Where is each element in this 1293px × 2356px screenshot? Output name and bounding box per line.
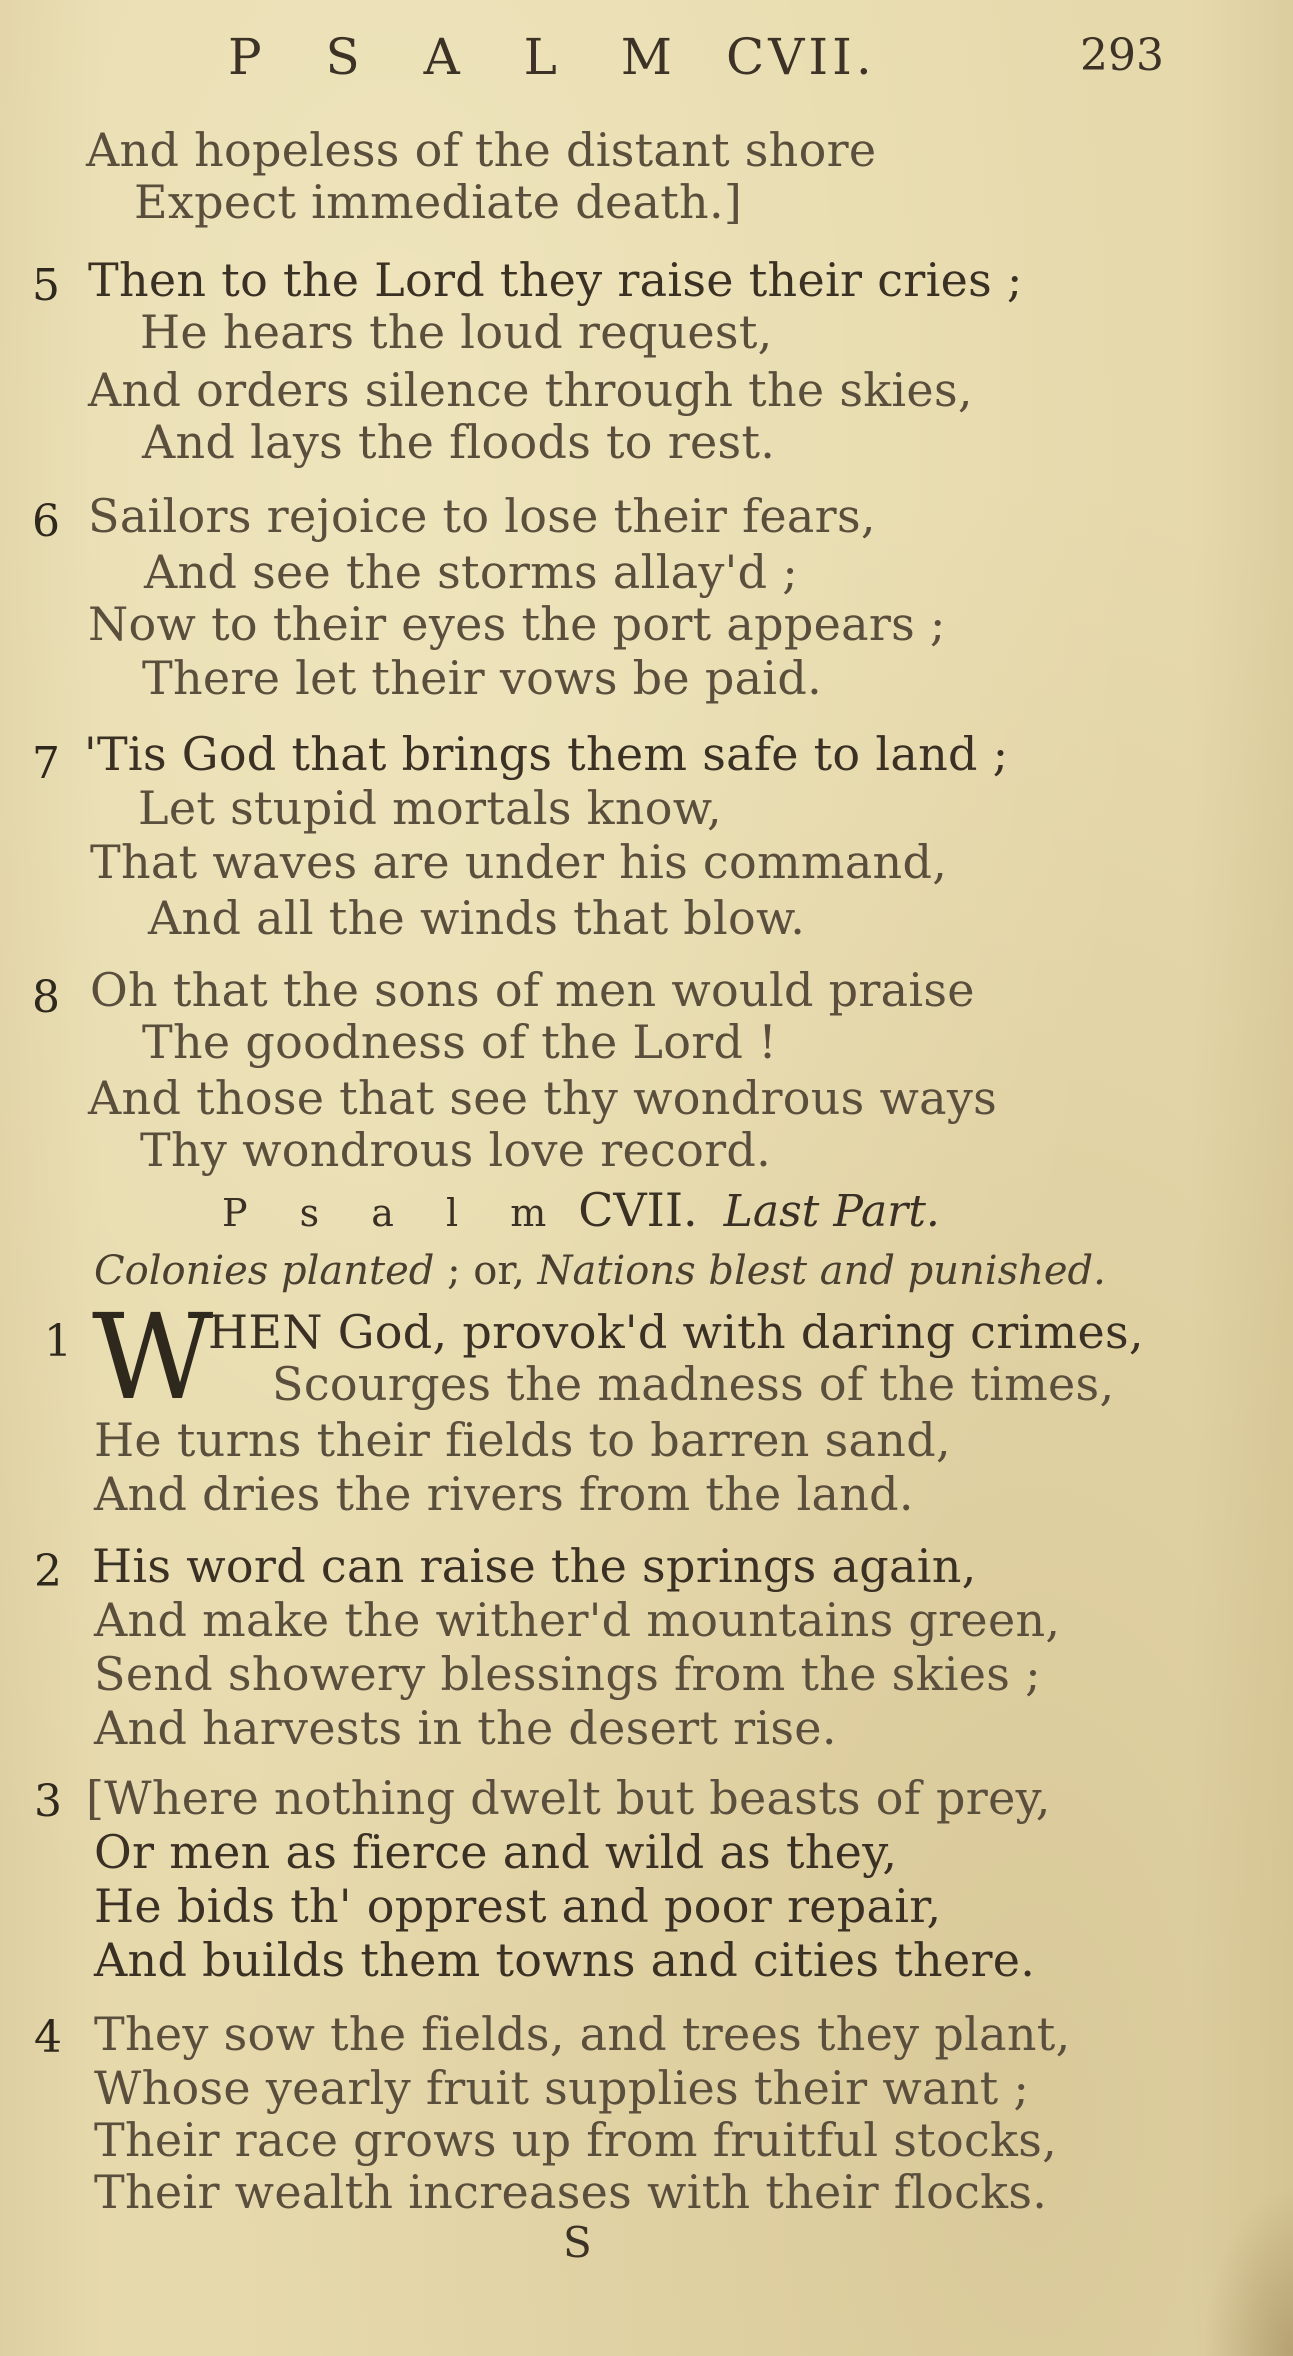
section-subtitle (94, 1248, 1106, 1294)
verse-line: They sow the fields, and trees they plant, (94, 2007, 1071, 2061)
verse-number: 7 (32, 738, 60, 789)
verse-line: And hopeless of the distant shore (86, 123, 877, 177)
subtitle-separator: ; or, (447, 1248, 525, 1294)
verse-line: Let stupid mortals know, (138, 781, 722, 835)
verse-line: He hears the loud request, (140, 305, 773, 359)
verse-line: [Where nothing dwelt but beasts of prey, (86, 1771, 1051, 1825)
section-psalm-number: CVII. (578, 1183, 698, 1237)
verse-line: Whose yearly fruit supplies their want ; (94, 2061, 1030, 2115)
verse-line: Expect immediate death.] (134, 175, 743, 229)
verse-number: 5 (32, 260, 60, 311)
verse-line: Send showery blessings from the skies ; (94, 1647, 1041, 1701)
header-psalm-number: CVII. (725, 28, 876, 86)
verse-number: 4 (34, 2012, 62, 2063)
verse-line: And those that see thy wondrous ways (88, 1071, 998, 1125)
verse-line: 'Tis God that brings them safe to land ; (84, 727, 1009, 781)
section-psalm-word: P s a l m (222, 1191, 567, 1235)
verse-line: And lays the floods to rest. (142, 415, 776, 469)
verse-line: And orders silence through the skies, (88, 363, 973, 417)
verse-line: Sailors rejoice to lose their fears, (88, 489, 876, 543)
paper-stain (1203, 2186, 1293, 2356)
section-heading (222, 1183, 940, 1237)
section-part-label: Last Part. (723, 1186, 940, 1237)
verse-number: 8 (32, 972, 60, 1023)
verse-line: HEN God, provok'd with daring crimes, (208, 1305, 1144, 1359)
verse-line: And dries the rivers from the land. (94, 1467, 914, 1521)
verse-line: He bids th' opprest and poor repair, (94, 1879, 942, 1933)
verse-line: Or men as fierce and wild as they, (94, 1825, 898, 1879)
verse-line: Their wealth increases with their flocks. (94, 2165, 1048, 2219)
verse-line: And builds them towns and cities there. (94, 1933, 1036, 1987)
verse-line: His word can raise the springs again, (92, 1539, 977, 1593)
page-number: 293 (1080, 30, 1164, 81)
verse-line: And all the winds that blow. (148, 891, 806, 945)
verse-number: 2 (34, 1546, 62, 1597)
verse-line: That waves are under his command, (90, 835, 948, 889)
subtitle-part-1: Colonies planted (94, 1248, 435, 1294)
subtitle-part-2: Nations blest and punished. (537, 1248, 1106, 1294)
drop-cap: W (92, 1288, 214, 1426)
verse-line: The goodness of the Lord ! (142, 1015, 777, 1069)
verse-line: And see the storms allay'd ; (144, 545, 799, 599)
verse-number: 1 (44, 1316, 72, 1367)
verse-line: Thy wondrous love record. (140, 1123, 772, 1177)
verse-line: He turns their fields to barren sand, (94, 1413, 951, 1467)
verse-line: Now to their eyes the port appears ; (88, 597, 946, 651)
verse-line: Then to the Lord they raise their cries ; (88, 253, 1023, 307)
verse-number: 3 (34, 1776, 62, 1827)
header-psalm-word: P S A L M (228, 28, 696, 86)
verse-line: Oh that the sons of men would praise (90, 963, 975, 1017)
signature-mark: S (563, 2218, 592, 2267)
verse-line: And make the wither'd mountains green, (94, 1593, 1061, 1647)
verse-line: Scourges the madness of the times, (272, 1357, 1115, 1411)
verse-line: There let their vows be paid. (142, 651, 822, 705)
verse-line: And harvests in the desert rise. (94, 1701, 837, 1755)
running-header (228, 28, 876, 86)
verse-line: Their race grows up from fruitful stocks, (94, 2113, 1058, 2167)
verse-number: 6 (32, 496, 60, 547)
